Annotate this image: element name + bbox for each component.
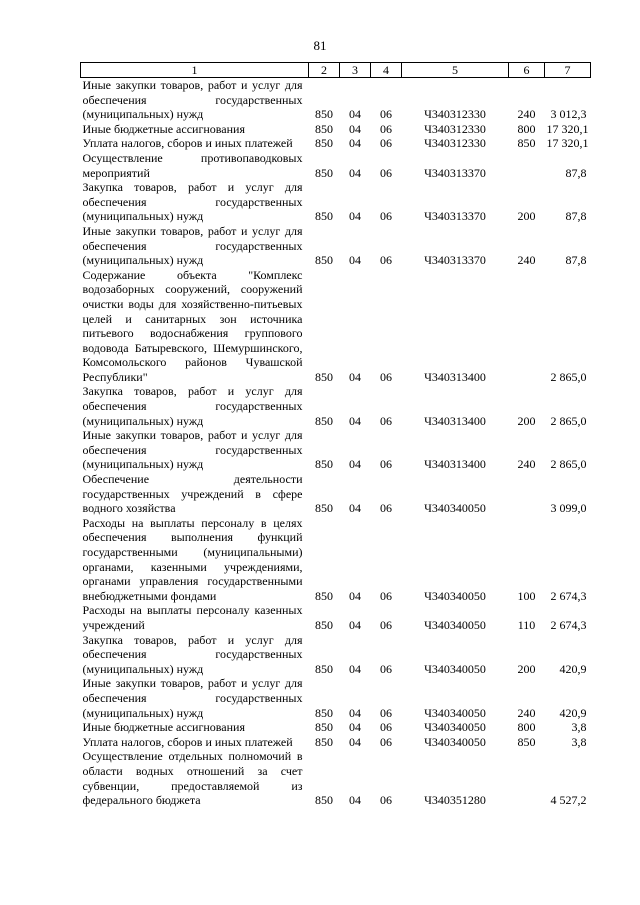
target-article-cell: Ч340340050 <box>424 588 486 603</box>
expense-type-cell: 800 <box>517 121 536 136</box>
budget-table <box>80 62 591 808</box>
expense-type-cell <box>509 472 545 516</box>
subsection-cell: 06 <box>380 457 392 472</box>
expense-type-cell: 200 <box>517 661 536 676</box>
amount-cell: 4 527,2 <box>550 793 587 808</box>
table-row <box>81 735 591 750</box>
amount-cell: 3,8 <box>571 720 587 735</box>
subsection-cell: 06 <box>380 209 392 224</box>
row-name-cell: Иные закупки товаров, работ и услуг для обеспечения государственных (муниципальных) нужд <box>82 428 303 472</box>
subsection-cell: 06 <box>380 107 392 122</box>
column-header: 3 <box>340 63 371 78</box>
target-article-cell: Ч340351280 <box>424 793 486 808</box>
section-cell: 04 <box>349 457 361 472</box>
target-article-cell: Ч340312330 <box>424 121 486 136</box>
column-header: 4 <box>371 63 402 78</box>
code-cell: 850 <box>315 209 333 224</box>
section-cell: 04 <box>349 661 361 676</box>
expense-type-cell: 240 <box>517 705 536 720</box>
subsection-cell: 06 <box>380 501 392 516</box>
subsection-cell: 06 <box>380 253 392 268</box>
amount-cell: 2 674,3 <box>550 617 587 632</box>
target-article-cell: Ч340340050 <box>424 617 486 632</box>
row-name-cell: Расходы на выплаты персоналу казенных учреждений <box>82 603 303 632</box>
expense-type-cell: 850 <box>517 136 536 151</box>
section-cell: 04 <box>349 734 361 749</box>
code-cell: 850 <box>315 720 333 735</box>
code-cell: 850 <box>315 413 333 428</box>
target-article-cell: Ч340340050 <box>424 705 486 720</box>
subsection-cell: 06 <box>380 705 392 720</box>
code-cell: 850 <box>315 369 333 384</box>
target-article-cell: Ч340312330 <box>424 136 486 151</box>
table-row <box>81 136 591 151</box>
target-article-cell: Ч340340050 <box>424 661 486 676</box>
code-cell: 850 <box>315 253 333 268</box>
expense-type-cell: 240 <box>517 457 536 472</box>
table-row <box>81 428 591 472</box>
target-article-cell: Ч340313370 <box>424 253 486 268</box>
subsection-cell: 06 <box>380 617 392 632</box>
target-article-cell: Ч340340050 <box>424 720 486 735</box>
column-header: 7 <box>545 63 591 78</box>
section-cell: 04 <box>349 253 361 268</box>
amount-cell: 3 099,0 <box>550 501 587 516</box>
target-article-cell: Ч340313400 <box>424 457 486 472</box>
row-name-cell: Иные закупки товаров, работ и услуг для обеспечения государственных (муниципальных) нужд <box>82 78 303 122</box>
table-row <box>81 180 591 224</box>
expense-type-cell: 800 <box>517 720 536 735</box>
subsection-cell: 06 <box>380 121 392 136</box>
section-cell: 04 <box>349 165 361 180</box>
target-article-cell: Ч340312330 <box>424 107 486 122</box>
table-row <box>81 268 591 385</box>
subsection-cell: 06 <box>380 165 392 180</box>
amount-cell: 2 865,0 <box>550 457 587 472</box>
code-cell: 850 <box>315 734 333 749</box>
table-row <box>81 720 591 735</box>
amount-cell: 17 320,1 <box>546 136 589 151</box>
amount-cell: 2 865,0 <box>550 413 587 428</box>
section-cell: 04 <box>349 369 361 384</box>
code-cell: 850 <box>315 107 333 122</box>
table-header <box>81 63 591 78</box>
subsection-cell: 06 <box>380 588 392 603</box>
amount-cell: 17 320,1 <box>546 121 589 136</box>
row-name-cell: Иные бюджетные ассигнования <box>82 121 245 136</box>
amount-cell: 420,9 <box>559 661 587 676</box>
table-row <box>81 516 591 604</box>
row-name-cell: Уплата налогов, сборов и иных платежей <box>82 734 293 749</box>
expense-type-cell: 110 <box>517 617 536 632</box>
table-row <box>81 78 591 122</box>
page-number: 81 <box>313 38 327 53</box>
code-cell: 850 <box>315 136 333 151</box>
section-cell: 04 <box>349 793 361 808</box>
section-cell: 04 <box>349 413 361 428</box>
amount-cell: 87,8 <box>565 209 587 224</box>
row-name-cell: Расходы на выплаты персоналу в целях обеспечения выполнения функций государственными (муниципальными) органами, казенными учреждениями, органами управления государственными внебюджетными фондами <box>82 515 303 603</box>
row-name-cell: Закупка товаров, работ и услуг для обеспечения государственных (муниципальных) нужд <box>82 180 303 224</box>
section-cell: 04 <box>349 720 361 735</box>
code-cell: 850 <box>315 661 333 676</box>
section-cell: 04 <box>349 107 361 122</box>
column-header: 2 <box>309 63 340 78</box>
column-header: 5 <box>402 63 509 78</box>
table-row <box>81 224 591 268</box>
amount-cell: 87,8 <box>565 165 587 180</box>
row-name-cell: Иные закупки товаров, работ и услуг для обеспечения государственных (муниципальных) нужд <box>82 676 303 720</box>
row-name-cell: Уплата налогов, сборов и иных платежей <box>82 136 293 151</box>
target-article-cell: Ч340313370 <box>424 209 486 224</box>
amount-cell: 2 674,3 <box>550 588 587 603</box>
target-article-cell: Ч340313400 <box>424 413 486 428</box>
subsection-cell: 06 <box>380 793 392 808</box>
code-cell: 850 <box>315 121 333 136</box>
code-cell: 850 <box>315 705 333 720</box>
table-row <box>81 633 591 677</box>
expense-type-cell: 200 <box>517 413 536 428</box>
amount-cell: 3,8 <box>571 734 587 749</box>
expense-type-cell: 850 <box>517 734 536 749</box>
row-name-cell: Осуществление отдельных полномочий в области водных отношений за счет субвенции, предоставляемой из федерального бюджета <box>82 749 303 808</box>
target-article-cell: Ч340340050 <box>424 501 486 516</box>
code-cell: 850 <box>315 501 333 516</box>
expense-type-cell: 200 <box>517 209 536 224</box>
target-article-cell: Ч340340050 <box>424 734 486 749</box>
target-article-cell: Ч340313370 <box>424 165 486 180</box>
expense-type-cell: 240 <box>517 107 536 122</box>
column-header: 6 <box>509 63 545 78</box>
row-name-cell: Обеспечение деятельности государственных учреждений в сфере водного хозяйства <box>82 472 303 516</box>
table-row <box>81 676 591 720</box>
table-row <box>81 603 591 632</box>
amount-cell: 420,9 <box>559 705 587 720</box>
subsection-cell: 06 <box>380 734 392 749</box>
expense-type-cell: 240 <box>517 253 536 268</box>
subsection-cell: 06 <box>380 369 392 384</box>
subsection-cell: 06 <box>380 661 392 676</box>
row-name-cell: Иные бюджетные ассигнования <box>82 720 245 735</box>
section-cell: 04 <box>349 617 361 632</box>
table-row <box>81 151 591 180</box>
column-header: 1 <box>81 63 309 78</box>
section-cell: 04 <box>349 209 361 224</box>
amount-cell: 2 865,0 <box>550 369 587 384</box>
expense-type-cell <box>509 268 545 385</box>
code-cell: 850 <box>315 588 333 603</box>
target-article-cell: Ч340313400 <box>424 369 486 384</box>
row-name-cell: Содержание объекта "Комплекс водозаборных сооружений, сооружений очистки воды для хозяйственно-питьевых целей и санитарных зон источника питьевого водоснабжения группового водовода Батыревского, Шемуршинского, Комсомольского районов Чувашской Республики" <box>82 267 303 384</box>
code-cell: 850 <box>315 617 333 632</box>
expense-type-cell <box>509 151 545 180</box>
column-number-row <box>81 63 591 78</box>
expense-type-cell <box>509 749 545 807</box>
expense-type-cell: 100 <box>517 588 536 603</box>
section-cell: 04 <box>349 501 361 516</box>
subsection-cell: 06 <box>380 720 392 735</box>
subsection-cell: 06 <box>380 413 392 428</box>
section-cell: 04 <box>349 136 361 151</box>
amount-cell: 87,8 <box>565 253 587 268</box>
subsection-cell: 06 <box>380 136 392 151</box>
row-name-cell: Иные закупки товаров, работ и услуг для обеспечения государственных (муниципальных) нужд <box>82 223 303 268</box>
table-row <box>81 749 591 807</box>
code-cell: 850 <box>315 457 333 472</box>
row-name-cell: Осуществление противопаводковых мероприятий <box>82 150 303 180</box>
table-row <box>81 384 591 428</box>
code-cell: 850 <box>315 793 333 808</box>
code-cell: 850 <box>315 165 333 180</box>
section-cell: 04 <box>349 121 361 136</box>
row-name-cell: Закупка товаров, работ и услуг для обеспечения государственных (муниципальных) нужд <box>82 632 303 676</box>
amount-cell: 3 012,3 <box>550 107 587 122</box>
row-name-cell: Закупка товаров, работ и услуг для обеспечения государственных (муниципальных) нужд <box>82 384 303 428</box>
table-body <box>81 78 591 808</box>
table-row <box>81 472 591 516</box>
section-cell: 04 <box>349 588 361 603</box>
section-cell: 04 <box>349 705 361 720</box>
table-row <box>81 122 591 137</box>
